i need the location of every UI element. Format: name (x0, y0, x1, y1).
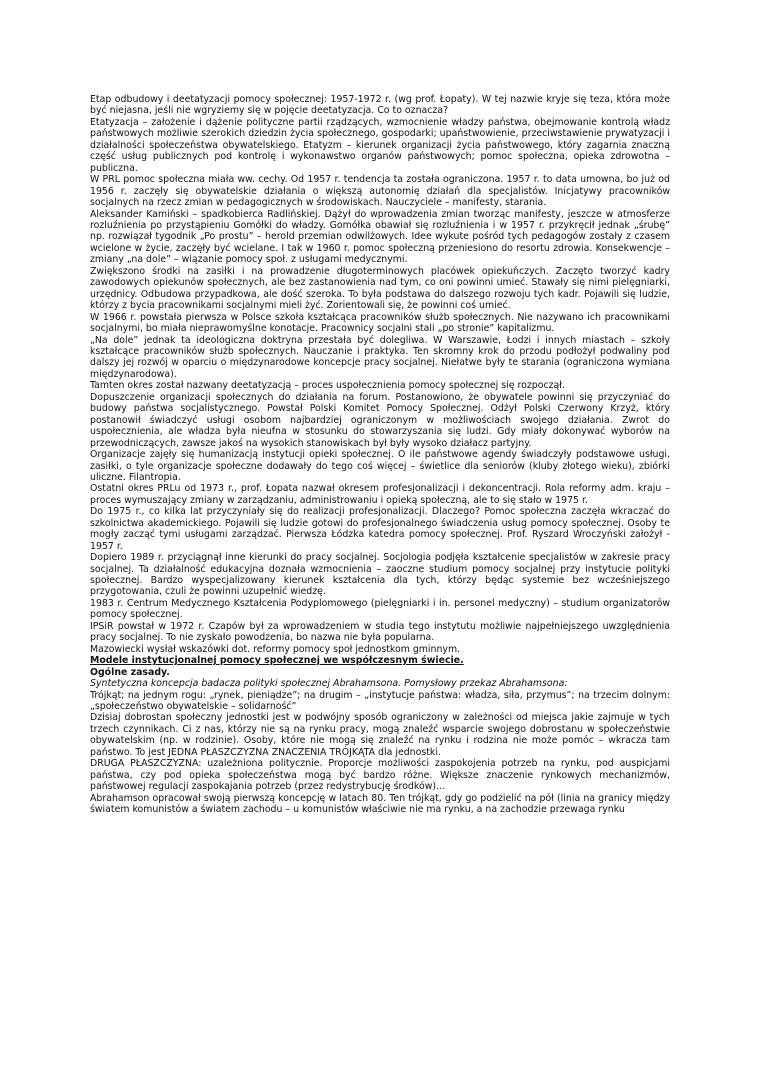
paragraph: DRUGA PŁASZCZYZNA: uzależniona politycznie. Proporcje możliwości zaspokojenia potrzeb na rynku, pod auspicjami państwa, czy pod opieka społeczeństwa mogą być bardzo różne. Większe znaczenie rynkowych mechanizmów, państwowej regulacji zaspokajania potrzeb (przez redystrybucję środków)… (90, 758, 670, 793)
document-page (90, 94, 670, 816)
section-heading: Modele instytucjonalnej pomocy społecznej we współczesnym świecie. (90, 655, 464, 667)
paragraph: Aleksander Kamiński – spadkobierca Radlińskiej. Dążył do wprowadzenia zmian tworząc manifesty, jeszcze w atmosferze rozluźnienia po przystąpieniu Gomółki do władzy. Gomółka obawiał się rozluźnienia i w 1957 r. przykręcił jednak „śrubę” np. rozwiązał tygodnik „Po prostu” – herold przemian odwilżowych. Idee wykute pośród tych pedagogów zostały z czasem wcielone w życie, zaczęły być wcielane. I tak w 1960 r. pomoc społeczną przeniesiono do resortu zdrowia. Konsekwencje – zmiany „na dole” – wiązanie pomocy społ. z usługami medycznymi. (90, 208, 670, 266)
paragraph: IPSiR powstał w 1972 r. Czapów był za wprowadzeniem w studia tego instytutu możliwie najpełniejszego uwzględnienia pracy socjalnej. To nie zyskało powodzenia, bo nazwa nie była popularna. (90, 620, 670, 644)
paragraph: W 1966 r. powstała pierwsza w Polsce szkoła kształcąca pracowników służb społecznych. Nie nazywano ich pracownikami socjalnymi, bo miała nieprawomyślne konotacje. Pracownicy socjalni stali „po stronie” kapitalizmu. (90, 311, 670, 335)
paragraph: Do 1975 r., co kilka lat przyczyniały się do realizacji profesjonalizacji. Dlaczego? Pomoc społeczna zaczęła wkraczać do szkolnictwa akademickiego. Pojawili się ludzie gotowi do profesjonalnego świadczenia usług pomocy społecznej. Osoby te mogły zacząć tymi usługami zarządzać. Pierwsza Łódzka katedra pomocy społecznej. Prof. Ryszard Wroczyński założył - 1957 r. (90, 506, 670, 552)
paragraph: Etap odbudowy i deetatyzacji pomocy społecznej: 1957-1972 r. (wg prof. Łopaty). W tej nazwie kryje się teza, która może być niejasna, jeśli nie wgryziemy się w pojęcie deetatyzacja. Co to oznacza? (90, 94, 670, 117)
paragraph: W PRL pomoc społeczna miała ww. cechy. Od 1957 r. tendencja ta została ograniczona. 1957 r. to data umowna, bo już od 1956 r. zaczęły się obywatelskie działania o większą autonomię działań dla specjalistów. Inicjatywy pracowników socjalnych na rzecz zmian w pedagogicznych w środowiskach. Nauczyciele – manifesty, starania. (90, 174, 670, 209)
paragraph: Etatyzacja – założenie i dążenie polityczne partii rządzących, wzmocnienie władzy państwa, obejmowanie kontrolą władz państwowych możliwie szerokich dziedzin życia społecznego, gospodarki; upaństwowienie, przeciwstawienie prywatyzacji i działalności społeczeństwa obywatelskiego. Etatyzm – kierunek organizacji życia państwowego, który zagarnia znaczną część usług publicznych pod kontrolę i wykonawstwo organów państwowych; pomoc społeczna, opieka zdrowotna – publiczna. (90, 116, 670, 174)
paragraph: „Na dole” jednak ta ideologiczna doktryna przestała być dolegliwa. W Warszawie, Łodzi i innych miastach – szkoły kształcące pracowników służb społecznych. Nauczanie i praktyka. Ten skromny krok do przodu podłożył podwaliny pod dalszy jej rozwój w oparciu o międzynarodowe koncepcje pracy socjalnej. Niełatwe były te starania (ograniczona wymiana międzynarodowa). (90, 334, 670, 380)
paragraph: Dopuszczenie organizacji społecznych do działania na forum. Postanowiono, że obywatele powinni się przyczyniać do budowy państwa socjalistycznego. Powstał Polski Komitet Pomocy Społecznej. Odżył Polski Czerwony Krzyż, który postanowił świadczyć usługi osobom najbardziej ograniczonym w możliwościach swojego działania. Zwrot do uspołecznienia, ale władza była nieufna w stosunku do stowarzyszania się ludzi. Gdy miały dokonywać wyborów na przewodniczących, zawsze jakoś na wysokich stanowiskach był były wysoko działacz partyjny. (90, 391, 670, 449)
paragraph: Ostatni okres PRLu od 1973 r., prof. Łopata nazwał okresem profesjonalizacji i dekoncentracji. Rola reformy adm. kraju – proces wymuszający zmiany w zarządzaniu, administrowaniu i opieką społeczną, ale to się stało w 1975 r. (90, 483, 670, 506)
intro-paragraph: Syntetyczna koncepcja badacza polityki społecznej Abrahamsona. Pomysłowy przekaz Abrahamsona: (90, 678, 568, 690)
paragraph: Trójkąt; na jednym rogu: „rynek, pieniądze”; na drugim – „instytucje państwa: władza, siła, przymus”; na trzecim dolnym: „społeczeństwo obywatelskie – solidarność” (90, 689, 670, 713)
paragraph: Mazowiecki wysłał wskazówki dot. reformy pomocy społ jednostkom gminnym. (90, 643, 461, 655)
paragraph: Dopiero 1989 r. przyciągnął inne kierunki do pracy socjalnej. Socjologia podjęła kształcenie specjalistów w zakresie pracy socjalnej. Ta działalność edukacyjna doznała wzmocnienia – zaoczne studium pomocy socjalnej przy instytucie polityki społecznej. Bardzo wyspecjalizowany kierunek kształcenia dla tych, którzy będąc systemie bez wcześniejszego przygotowania, czuli że powinni uzupełnić wiedzę. (90, 552, 670, 598)
paragraph: Dzisiaj dobrostan społeczny jednostki jest w podwójny sposób ograniczony w zależności od miejsca jakie zajmuje w tych trzech czynnikach. Ci z nas, którzy nie są na rynku pracy, mogą znaleźć wsparcie swojego dobrostanu w społeczeństwie obywatelskim (np. w rodzinie). Osoby, które nie mogą się znaleźć na rynku i rodzina nie może pomóc – wkracza tam państwo. To jest JEDNA PŁASZCZYZNA ZNACZENIA TRÓJKĄTA dla jednostki. (90, 712, 670, 758)
paragraph: Organizacje zajęły się humanizacją instytucji opieki społecznej. O ile państwowe agendy świadczyły podstawowe usługi, zasiłki, o tyle organizacje społeczne dodawały do tego coś więcej – świetlice dla seniorów (kluby złotego wieku), zbiórki uliczne. Filantropia. (90, 449, 670, 483)
subheading: Ogólne zasady. (90, 666, 170, 678)
paragraph: Abrahamson opracował swoją pierwszą koncepcję w latach 80. Ten trójkąt, gdy go podzielić na pół (linia na granicy między światem komunistów a światem zachodu – u komunistów właściwie nie ma rynku, a na zachodzie przewaga rynku (90, 792, 670, 816)
paragraph: Zwiększono środki na zasiłki i na prowadzenie długoterminowych placówek opiekuńczych. Zaczęto tworzyć kadry zawodowych opiekunów społecznych, ale bez zastanowienia nad tym, co oni powinni umieć. Stawały się nimi pielęgniarki, urzędnicy. Odbudowa przypadkowa, ale dość szeroka. To była podstawa do dalszego rozwoju tych kadr. Pojawili się ludzie, którzy z bycia pracownikami socjalnymi mieli żyć. Zorientowali się, że powinni coś umieć. (90, 265, 670, 312)
paragraph: Tamten okres został nazwany deetatyzacją – proces uspołecznienia pomocy społecznej się rozpoczął. (90, 380, 565, 392)
paragraph: 1983 r. Centrum Medycznego Kształcenia Podyplomowego (pielęgniarki i in. personel medyczny) – studium organizatorów pomocy społecznej. (90, 597, 670, 621)
